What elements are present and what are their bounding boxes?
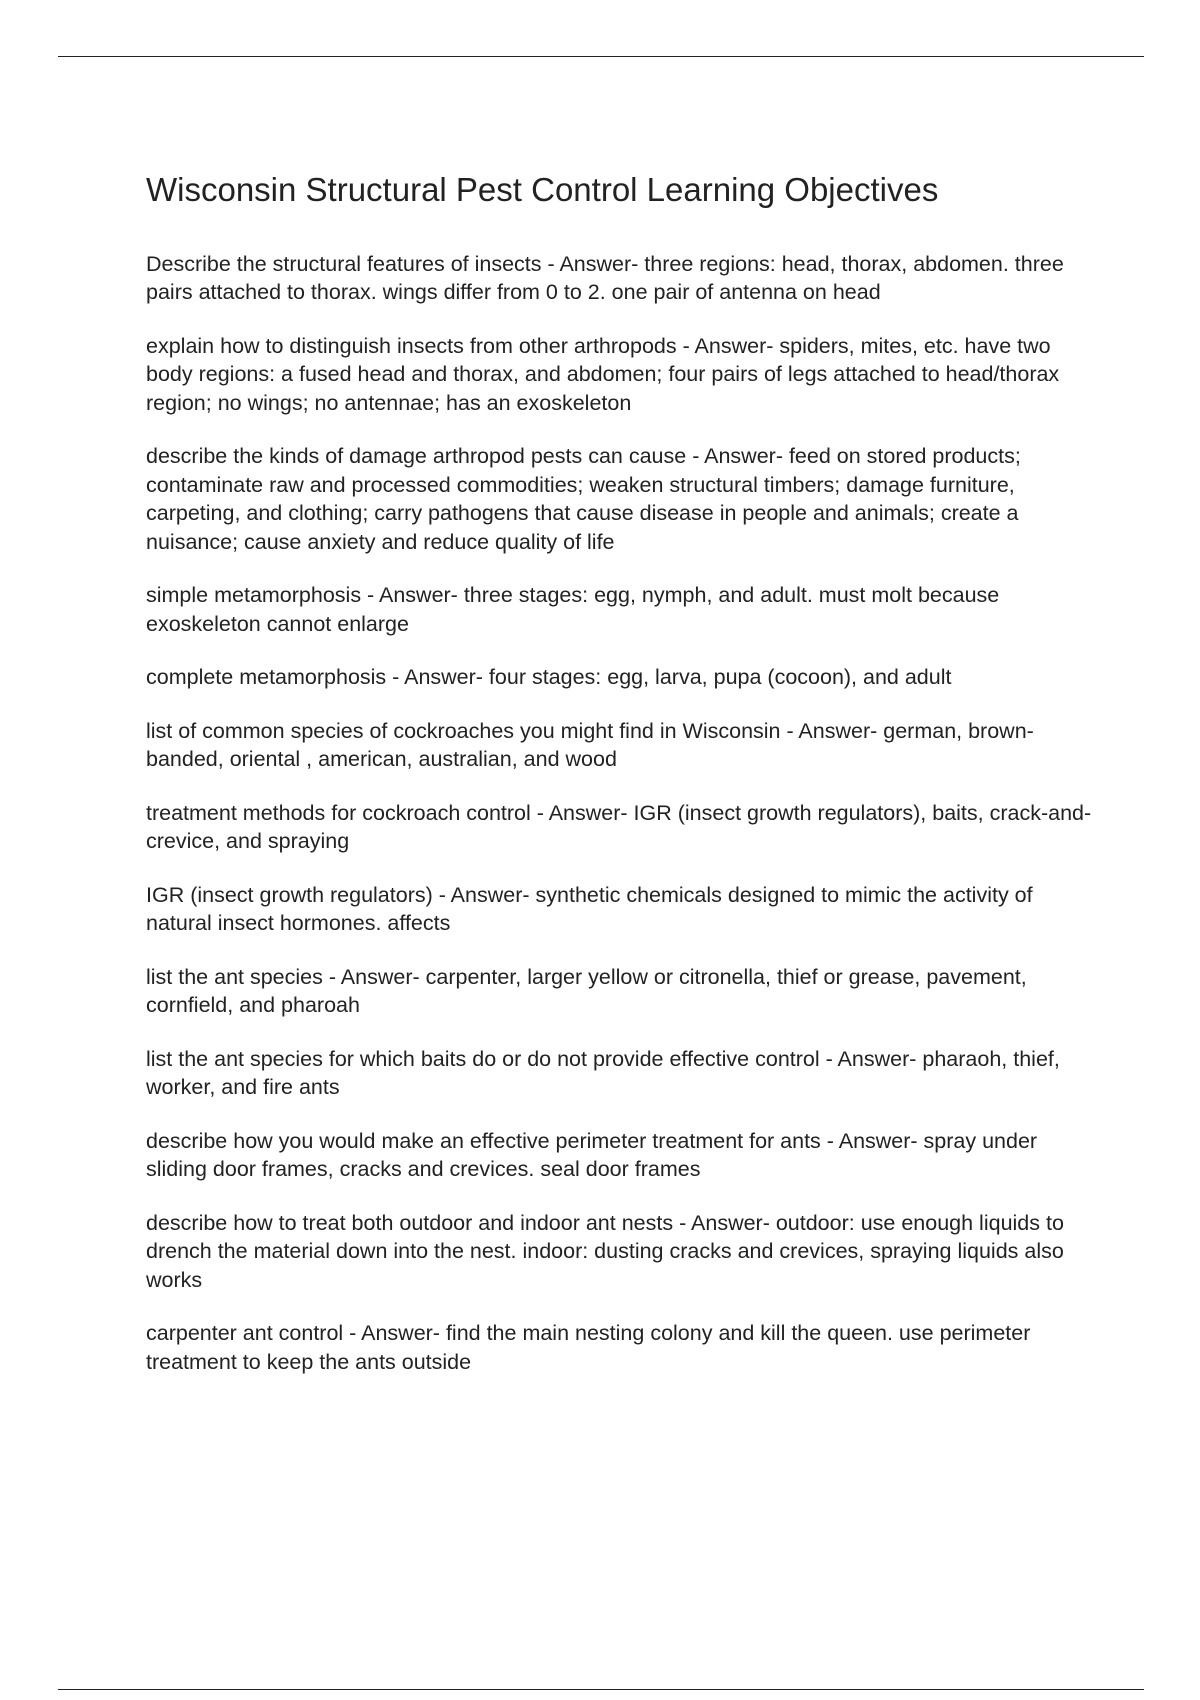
qa-item: carpenter ant control - Answer- find the main nesting colony and kill the queen. use perimeter treatment to keep the ants outside: [146, 1321, 1031, 1374]
qa-item: complete metamorphosis - Answer- four stages: egg, larva, pupa (cocoon), and adult: [146, 665, 952, 690]
qa-list: [146, 250, 1096, 1377]
footer-rule: [58, 1689, 1144, 1690]
qa-item: list the ant species for which baits do or do not provide effective control - Answer- pharaoh, thief, worker, and fire ants: [146, 1046, 1060, 1100]
qa-item: treatment methods for cockroach control - Answer- IGR (insect growth regulators), baits, crack-and-crevice, and spraying: [146, 800, 1092, 854]
document-body: [146, 170, 1096, 1401]
qa-item: explain how to distinguish insects from other arthropods - Answer- spiders, mites, etc. have two body regions: a fused head and thorax, and abdomen; four pairs of legs attached to head/thorax region; no wings; no antennae; has an exoskeleton: [146, 333, 1060, 415]
document-title: Wisconsin Structural Pest Control Learning Objectives: [146, 171, 939, 208]
qa-item: list of common species of cockroaches you might find in Wisconsin - Answer- german, brown-banded, oriental , american, australian, and wood: [146, 718, 1034, 772]
qa-item: describe the kinds of damage arthropod pests can cause - Answer- feed on stored products; contaminate raw and processed commodities; weaken structural timbers; damage furniture, carpeting, and clothing; carry pathogens that cause disease in people and animals; create a nuisance; cause anxiety and reduce quality of life: [146, 444, 1021, 554]
qa-item: Describe the structural features of insects - Answer- three regions: head, thorax, abdomen. three pairs attached to thorax. wings differ from 0 to 2. one pair of antenna on head: [146, 251, 1064, 305]
qa-item: simple metamorphosis - Answer- three stages: egg, nymph, and adult. must molt because exoskeleton cannot enlarge: [146, 583, 1000, 636]
qa-item: describe how you would make an effective perimeter treatment for ants - Answer- spray under sliding door frames, cracks and crevices. seal door frames: [146, 1128, 1038, 1182]
qa-item: IGR (insect growth regulators) - Answer- synthetic chemicals designed to mimic the activity of natural insect hormones. affects: [146, 882, 1033, 936]
qa-item: describe how to treat both outdoor and indoor ant nests - Answer- outdoor: use enough liquids to drench the material down into the nest. indoor: dusting cracks and crevices, spraying liquids also works: [146, 1210, 1064, 1292]
header-rule: [58, 56, 1144, 57]
qa-item: list the ant species - Answer- carpenter, larger yellow or citronella, thief or grease, pavement, cornfield, and pharoah: [146, 964, 1027, 1018]
